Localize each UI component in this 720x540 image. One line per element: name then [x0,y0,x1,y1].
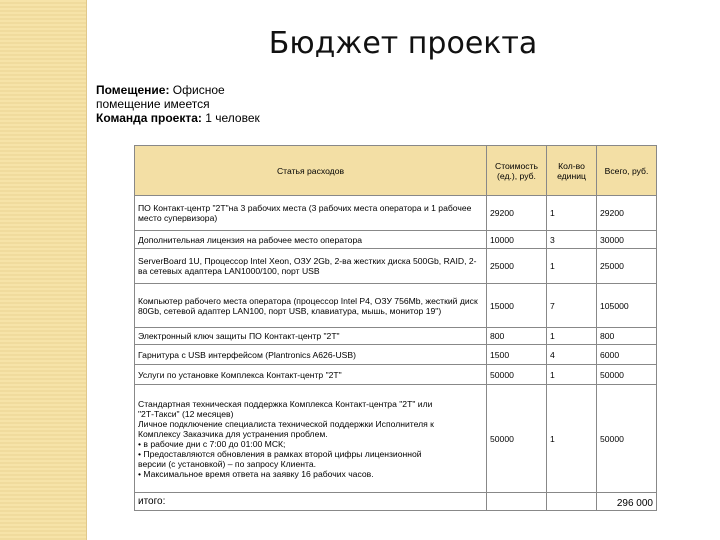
row-total: 30000 [597,231,657,249]
row-unit-cost: 800 [487,328,547,345]
budget-table [134,145,657,511]
header-total: Всего, руб. [597,146,657,196]
total-empty-cell [487,493,547,511]
row-unit-cost: 1500 [487,345,547,365]
row-item: ServerBoard 1U, Процессор Intel Xeon, ОЗУ 2Gb, 2-ва жестких диска 500Gb, RAID, 2-ва сетевых адаптера LAN1000/100, порт USB [135,249,487,284]
row-total: 29200 [597,196,657,231]
total-value: 296 000 [597,493,657,511]
row-qty: 4 [547,345,597,365]
support-line: • в рабочие дни с 7:00 до 01:00 МСК; [138,438,286,449]
team-label: Команда проекта: [96,111,202,125]
support-description [135,385,487,493]
support-line: "2Т-Такси" (12 месяцев) [138,408,234,419]
premises-value: Офисное [172,83,225,97]
table-row [135,196,657,231]
row-item: Услуги по установке Комплекса Контакт-центр "2T" [135,365,487,385]
row-unit-cost: 50000 [487,385,547,493]
table-row [135,249,657,284]
premises-value-cont: помещение имеется [96,97,210,111]
row-total: 800 [597,328,657,345]
row-total: 105000 [597,284,657,328]
row-qty: 1 [547,365,597,385]
row-item: ПО Контакт-центр "2T"на 3 рабочих места (3 рабочих места оператора и 1 рабочее место супервизора) [135,196,487,231]
support-line: версии (с установкой) – по запросу Клиента. [138,458,317,469]
page-title: Бюджет проекта [268,26,538,61]
row-total: 50000 [597,385,657,493]
table-row-support [135,385,657,493]
row-qty: 7 [547,284,597,328]
row-unit-cost: 15000 [487,284,547,328]
row-qty: 1 [547,196,597,231]
row-qty: 1 [547,385,597,493]
total-row [135,493,657,511]
support-line: Стандартная техническая поддержка Комплекса Контакт-центра "2T" или [138,398,433,409]
row-item: Дополнительная лицензия на рабочее место оператора [135,231,487,249]
row-qty: 1 [547,328,597,345]
row-unit-cost: 10000 [487,231,547,249]
row-unit-cost: 50000 [487,365,547,385]
row-qty: 3 [547,231,597,249]
support-line: • Предоставляются обновления в рамках второй цифры лицензионной [138,448,422,459]
table-row [135,284,657,328]
total-label: итого: [135,493,487,511]
header-item: Статья расходов [135,146,487,196]
table-row [135,328,657,345]
support-line: Личное подключение специалиста технической поддержки Исполнителя к [138,418,434,429]
table-header-row [135,146,657,196]
row-total: 50000 [597,365,657,385]
row-unit-cost: 29200 [487,196,547,231]
row-item: Электронный ключ защиты ПО Контакт-центр "2T" [135,328,487,345]
table-row [135,345,657,365]
table-row [135,365,657,385]
project-info [96,83,260,125]
row-total: 6000 [597,345,657,365]
support-line: Комплексу Заказчика для устранения проблем. [138,428,328,439]
table-row [135,231,657,249]
decorative-side-bar [0,0,87,540]
header-unit-cost: Стоимость (ед.), руб. [487,146,547,196]
row-unit-cost: 25000 [487,249,547,284]
support-line: • Максимальное время ответа на заявку 16 рабочих часов. [138,468,374,479]
header-qty: Кол-во единиц [547,146,597,196]
row-qty: 1 [547,249,597,284]
total-empty-cell [547,493,597,511]
row-item: Гарнитура с USB интерфейсом (Plantronics A626-USB) [135,345,487,365]
team-value: 1 человек [205,111,260,125]
row-total: 25000 [597,249,657,284]
premises-label: Помещение: [96,83,170,97]
premises-line [96,83,260,97]
team-line [96,111,260,125]
row-item: Компьютер рабочего места оператора (процессор Intel P4, ОЗУ 756Mb, жесткий диск 80Gb, сетевой адаптер LAN100, порт USB, клавиатура, мышь, монитор 19") [135,284,487,328]
